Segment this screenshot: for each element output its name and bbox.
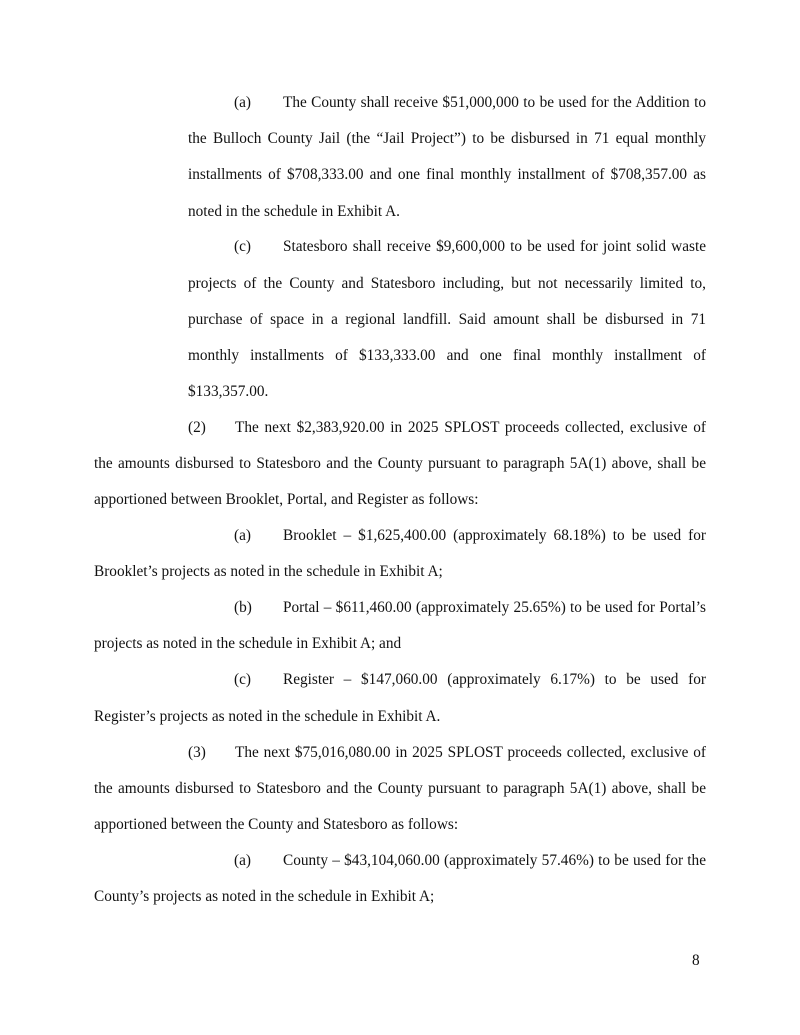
item-first-line: Statesboro shall receive $9,600,000 to be used for joint solid waste [283, 238, 706, 255]
paragraph-line: Brooklet’s projects as noted in the schedule in Exhibit A; [94, 563, 443, 580]
item-label-c: (c) [234, 238, 251, 255]
item-first-line: Register – $147,060.00 (approximately 6.17%) to be used for [283, 671, 706, 688]
paragraph-line: $133,357.00. [188, 383, 269, 400]
item-label-b: (b) [234, 599, 252, 616]
paragraph-line: projects of the County and Statesboro including, but not necessarily limited to, [188, 275, 706, 292]
item-first-line: Brooklet – $1,625,400.00 (approximately 68.18%) to be used for [283, 527, 706, 544]
item-label-2: (2) [188, 419, 206, 436]
paragraph-line: projects as noted in the schedule in Exhibit A; and [94, 635, 402, 652]
page-number: 8 [692, 952, 700, 969]
paragraph-line: noted in the schedule in Exhibit A. [188, 203, 400, 220]
item-first-line: Portal – $611,460.00 (approximately 25.65%) to be used for Portal’s [283, 599, 706, 616]
paragraph-line: apportioned between Brooklet, Portal, and Register as follows: [94, 491, 479, 508]
paragraph-line: the amounts disbursed to Statesboro and the County pursuant to paragraph 5A(1) above, shall be [94, 780, 706, 797]
paragraph-line: installments of $708,333.00 and one final monthly installment of $708,357.00 as [188, 166, 706, 183]
item-first-line: The next $2,383,920.00 in 2025 SPLOST proceeds collected, exclusive of [235, 419, 706, 436]
item-first-line: County – $43,104,060.00 (approximately 57.46%) to be used for the [283, 852, 706, 869]
paragraph-line: County’s projects as noted in the schedule in Exhibit A; [94, 888, 435, 905]
item-label-a: (a) [234, 852, 251, 869]
paragraph-line: apportioned between the County and Statesboro as follows: [94, 816, 459, 833]
paragraph-line: Register’s projects as noted in the schedule in Exhibit A. [94, 708, 441, 725]
paragraph-line: the amounts disbursed to Statesboro and the County pursuant to paragraph 5A(1) above, shall be [94, 455, 706, 472]
item-label-a: (a) [234, 527, 251, 544]
item-label-a: (a) [234, 94, 251, 111]
item-label-3: (3) [188, 744, 206, 761]
paragraph-line: the Bulloch County Jail (the “Jail Project”) to be disbursed in 71 equal monthly [188, 130, 706, 147]
paragraph-line: purchase of space in a regional landfill. Said amount shall be disbursed in 71 [188, 311, 706, 328]
paragraph-line: monthly installments of $133,333.00 and one final monthly installment of [188, 347, 706, 364]
item-label-c: (c) [234, 671, 251, 688]
item-first-line: The County shall receive $51,000,000 to be used for the Addition to [283, 94, 706, 111]
item-first-line: The next $75,016,080.00 in 2025 SPLOST proceeds collected, exclusive of [235, 744, 706, 761]
